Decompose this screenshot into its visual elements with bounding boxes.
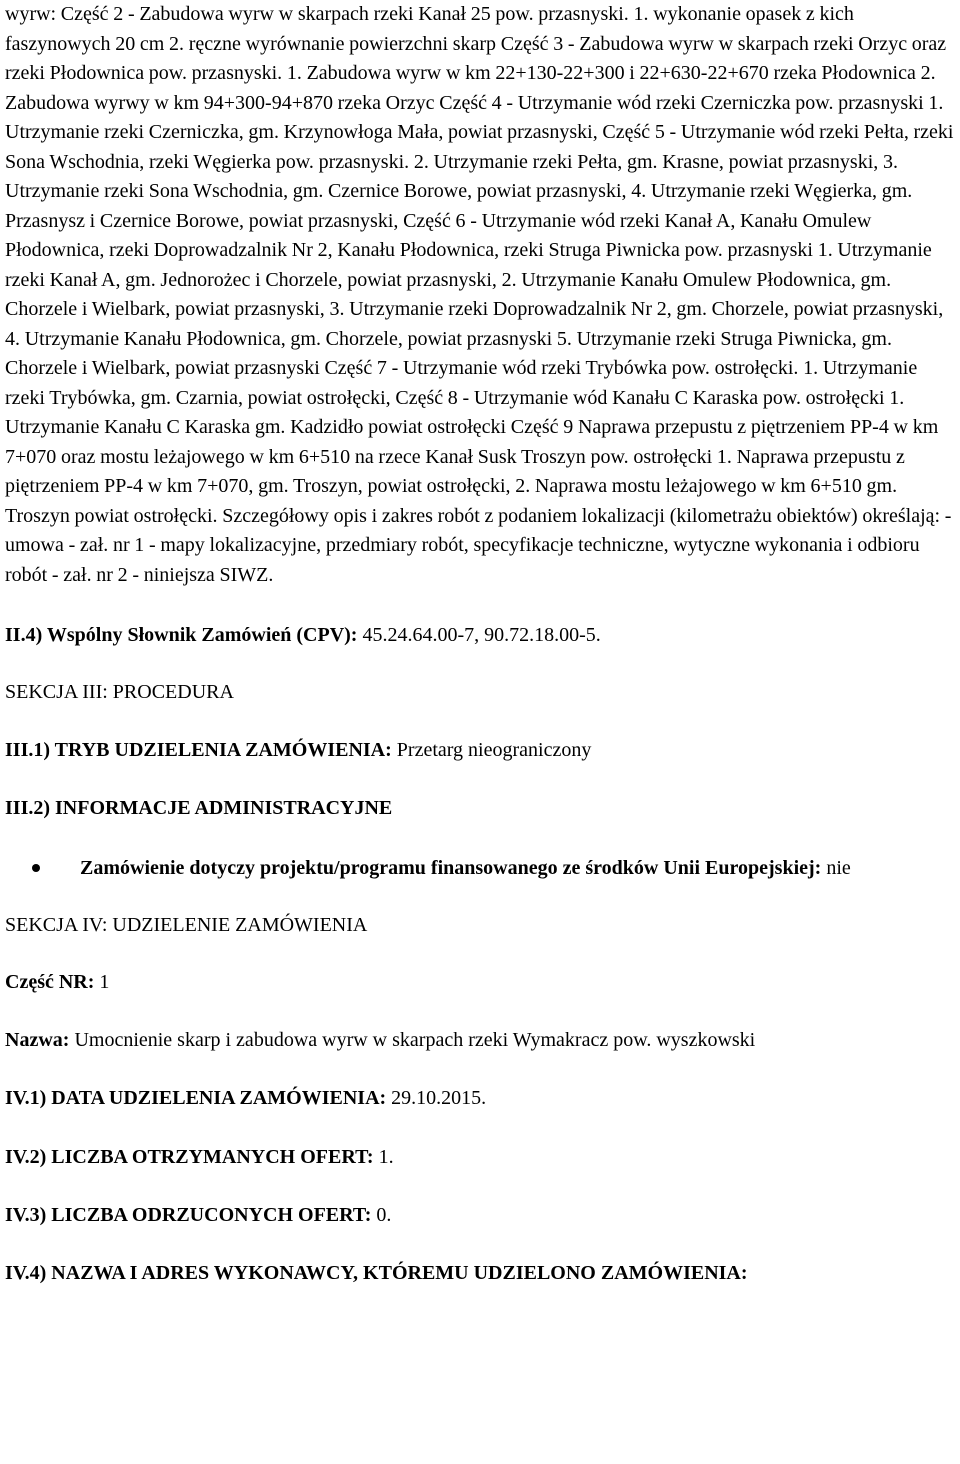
document-page bbox=[5, 0, 957, 1285]
czesc-value: 1 bbox=[94, 971, 110, 993]
nazwa-line bbox=[5, 1028, 957, 1052]
cpv-line bbox=[5, 623, 957, 647]
offers-received-label: IV.2) LICZBA OTRZYMANYCH OFERT: bbox=[5, 1146, 374, 1168]
award-date-line bbox=[5, 1086, 957, 1110]
offers-rejected-value: 0. bbox=[371, 1204, 392, 1226]
cpv-label: II.4) Wspólny Słownik Zamówień (CPV): bbox=[5, 624, 358, 646]
contractor-label: IV.4) NAZWA I ADRES WYKONAWCY, KTÓREMU UDZIELONO ZAMÓWIENIA: bbox=[5, 1262, 748, 1284]
offers-received-line bbox=[5, 1145, 957, 1169]
cpv-value: 45.24.64.00-7, 90.72.18.00-5. bbox=[357, 624, 601, 646]
section-4-heading: SEKCJA IV: UDZIELENIE ZAMÓWIENIA bbox=[5, 914, 368, 936]
tryb-value: Przetarg nieograniczony bbox=[391, 739, 592, 761]
award-date-value: 29.10.2015. bbox=[386, 1087, 487, 1109]
czesc-line bbox=[5, 970, 957, 994]
offers-rejected-label: IV.3) LICZBA ODRZUCONYCH OFERT: bbox=[5, 1204, 372, 1226]
nazwa-value: Umocnienie skarp i zabudowa wyrw w skarpach rzeki Wymakracz pow. wyszkowski bbox=[69, 1029, 756, 1051]
offers-received-value: 1. bbox=[373, 1146, 394, 1168]
admin-info-heading bbox=[5, 796, 957, 820]
section-3-heading: SEKCJA III: PROCEDURA bbox=[5, 681, 234, 703]
tryb-label: III.1) TRYB UDZIELENIA ZAMÓWIENIA: bbox=[5, 739, 392, 761]
bullet-icon bbox=[32, 864, 40, 872]
description-paragraph: wyrw: Część 2 - Zabudowa wyrw w skarpach rzeki Kanał 25 pow. przasnyski. 1. wykonanie opasek z kich faszynowych 20 cm 2. ręczne wyrównanie powierzchni skarp Część 3 - Zabudowa wyrw w skarpach rzeki Orzyc oraz rzeki Płodownica pow. przasnyski. 1. Zabudowa wyrw w km 22+130-22+300 i 22+630-22+670 rzeka Płodownica 2. Zabudowa wyrwy w km 94+300-94+870 rzeka Orzyc Część 4 - Utrzymanie wód rzeki Czerniczka pow. przasnyski 1. Utrzymanie rzeki Czerniczka, gm. Krzynowłoga Mała, powiat przasnyski, Część 5 - Utrzymanie wód rzeki Pełta, rzeki Sona Wschodnia, rzeki Węgierka pow. przasnyski. 2. Utrzymanie rzeki Pełta, gm. Krasne, powiat przasnyski, 3. Utrzymanie rzeki Sona Wschodnia, gm. Czernice Borowe, powiat przasnyski, 4. Utrzymanie rzeki Węgierka, gm. Przasnysz i Czernice Borowe, powiat przasnyski, Część 6 - Utrzymanie wód rzeki Kanał A, Kanału Omulew Płodownica, rzeki Doprowadzalnik Nr 2, Kanału Płodownica, rzeki Struga Piwnicka pow. przasnyski 1. Utrzymanie rzeki Kanał A, gm. Jednorożec i Chorzele, powiat przasnyski, 2. Utrzymanie Kanału Omulew Płodownica, gm. Chorzele i Wielbark, powiat przasnyski, 3. Utrzymanie rzeki Doprowadzalnik Nr 2, gm. Chorzele, powiat przasnyski, 4. Utrzymanie Kanału Płodownica, gm. Chorzele, powiat przasnyski 5. Utrzymanie rzeki Struga Piwnicka, gm. Chorzele i Wielbark, powiat przasnyski Część 7 - Utrzymanie wód rzeki Trybówka pow. ostrołęcki. 1. Utrzymanie rzeki Trybówka, gm. Czarnia, powiat ostrołęcki, Część 8 - Utrzymanie wód Kanału C Karaska pow. ostrołęcki 1. Utrzymanie Kanału C Karaska gm. Kadzidło powiat ostrołęcki Część 9 Naprawa przepustu z piętrzeniem PP-4 w km 7+070 oraz mostu leżajowego w km 6+510 na rzece Kanał Susk Troszyn pow. ostrołęcki 1. Naprawa przepustu z piętrzeniem PP-4 w km 7+070, gm. Troszyn, powiat ostrołęcki, 2. Naprawa mostu leżajowego w km 6+510 gm. Troszyn powiat ostrołęcki. Szczegółowy opis i zakres robót z podaniem lokalizacji (kilometrażu obiektów) określają: - umowa - zał. nr 1 - mapy lokalizacyjne, przedmiary robót, specyfikacje techniczne, wytyczne wykonania i odbioru robót - zał. nr 2 - niniejsza SIWZ. bbox=[5, 3, 954, 586]
admin-info-label: III.2) INFORMACJE ADMINISTRACYJNE bbox=[5, 797, 393, 819]
eu-funding-item bbox=[5, 854, 900, 883]
offers-rejected-line bbox=[5, 1203, 957, 1227]
eu-funding-label: Zamówienie dotyczy projektu/programu finansowanego ze środków Unii Europejskiej: bbox=[80, 857, 822, 879]
award-date-label: IV.1) DATA UDZIELENIA ZAMÓWIENIA: bbox=[5, 1087, 387, 1109]
nazwa-label: Nazwa: bbox=[5, 1029, 70, 1051]
czesc-label: Część NR: bbox=[5, 971, 95, 993]
eu-funding-value: nie bbox=[821, 857, 851, 879]
contractor-heading bbox=[5, 1261, 957, 1285]
tryb-line bbox=[5, 738, 957, 762]
